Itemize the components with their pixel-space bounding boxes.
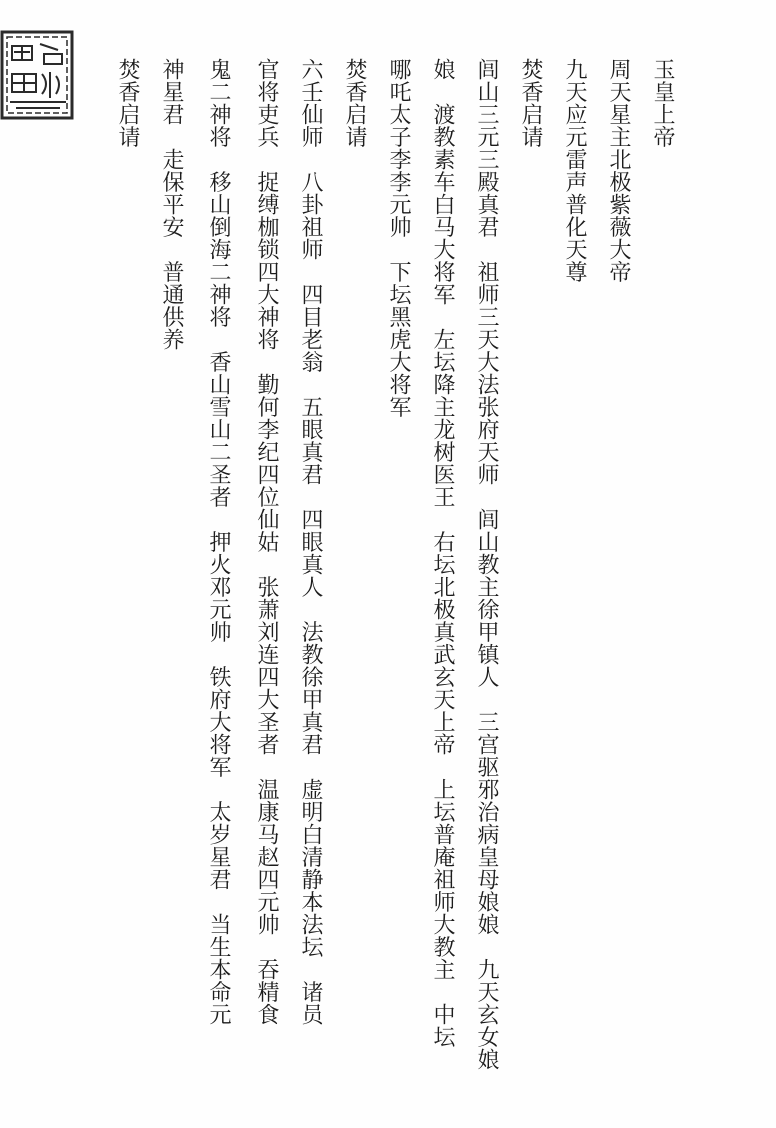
text-column-3: 九天应元雷声普化天尊 (562, 58, 587, 283)
text-column-2: 周天星主北极紫薇大帝 (606, 58, 631, 283)
text-column-5: 闾山三元三殿真君 祖师三天大法张府天师 闾山教主徐甲镇人 三宫驱邪治病皇母娘娘 九天玄女娘 (474, 58, 499, 1071)
text-column-6: 娘 渡教素车白马大将军 左坛降主龙树医王 右坛北极真武玄天上帝 上坛普庵祖师大教主 中坛 (430, 58, 455, 1048)
text-column-11: 鬼二神将 移山倒海二神将 香山雪山二圣者 押火邓元帅 铁府大将军 太岁星君 当生本命元 (206, 58, 231, 1026)
text-column-12: 神星君 走保平安 普通供养 (159, 58, 184, 351)
text-column-10: 官将吏兵 捉缚枷锁四大神将 勤何李纪四位仙姑 张萧刘连四大圣者 温康马赵四元帅 吞精食 (254, 58, 279, 1026)
text-column-13: 焚香启请 (115, 58, 140, 148)
seal-stamp-icon (0, 30, 76, 122)
text-column-1: 玉皇上帝 (650, 58, 675, 148)
text-column-4: 焚香启请 (518, 58, 543, 148)
text-column-9: 六壬仙师 八卦祖师 四目老翁 五眼真君 四眼真人 法教徐甲真君 虚明白清静本法坛 诸员 (298, 58, 323, 1026)
text-column-8: 焚香启请 (342, 58, 367, 148)
text-column-7: 哪吒太子李李元帅 下坛黑虎大将军 (386, 58, 411, 418)
